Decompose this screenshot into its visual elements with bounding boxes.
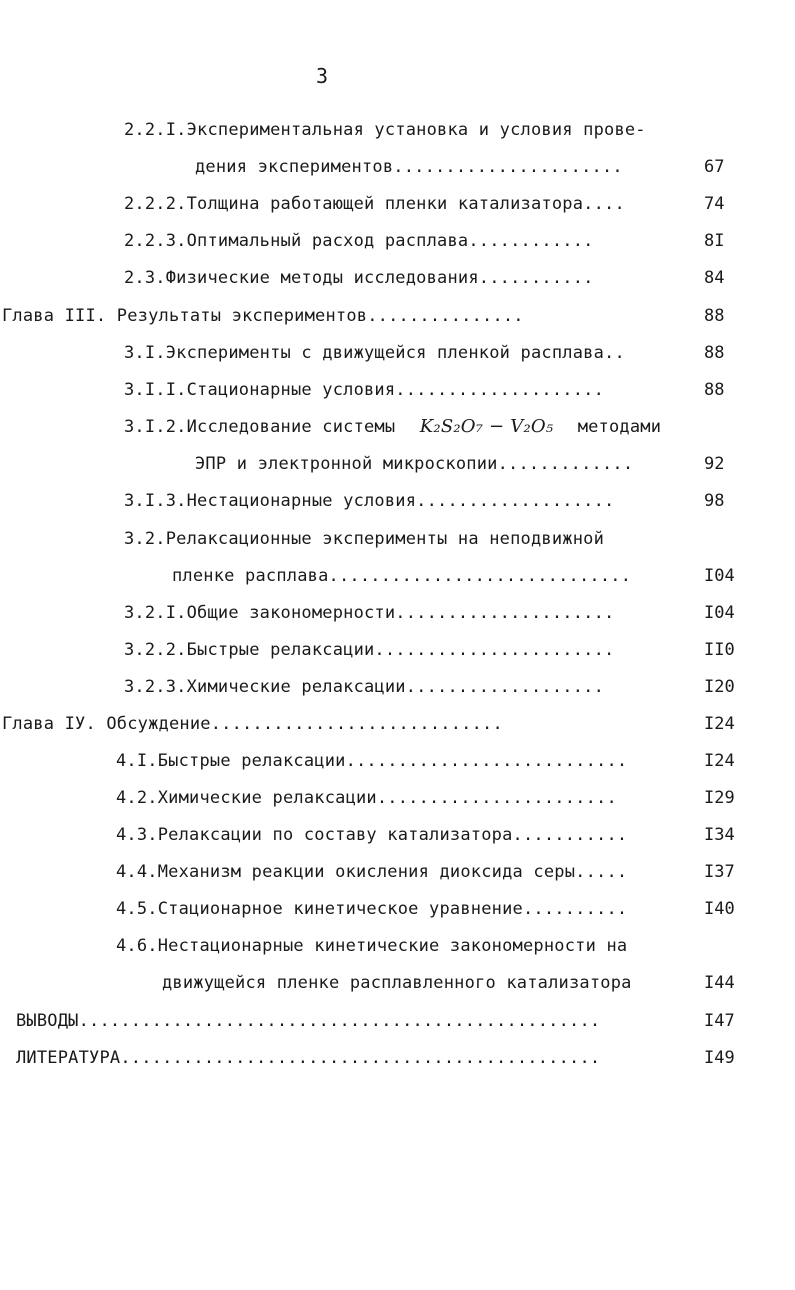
- toc-entry-3-1-2-line1: [124, 415, 672, 439]
- toc-entry-2-2-1-line2: дения экспериментов......................: [195, 157, 623, 177]
- toc-page-88-b: 88: [704, 343, 725, 363]
- toc-entry-4-6-line1: 4.6.Нестационарные кинетические закономерности на: [116, 936, 628, 956]
- toc-chapter-3: Глава III. Результаты экспериментов...............: [2, 306, 524, 326]
- toc-page-137: I37: [704, 862, 735, 882]
- toc-entry-2-2-1-line1: 2.2.I.Экспериментальная установка и условия прове-: [124, 120, 646, 140]
- toc-entry-3-1: 3.I.Эксперименты с движущейся пленкой расплава..: [124, 343, 625, 363]
- toc-page-81: 8I: [704, 231, 725, 251]
- toc-page-147: I47: [704, 1011, 735, 1031]
- toc-page-88-a: 88: [704, 306, 725, 326]
- toc-entry-2-2-2: 2.2.2.Толщина работающей пленки катализатора....: [124, 194, 625, 214]
- toc-page-74: 74: [704, 194, 725, 214]
- toc-entry-3-2-3: 3.2.3.Химические релаксации...................: [124, 677, 605, 697]
- toc-references: ЛИТЕРАТУРА..............................................: [16, 1048, 601, 1068]
- toc-entry-4-5: 4.5.Стационарное кинетическое уравнение..........: [116, 899, 628, 919]
- toc-conclusions: ВЫВОДЫ..................................................: [16, 1011, 601, 1031]
- toc-chapter-4: Глава IУ. Обсуждение............................: [2, 714, 503, 734]
- toc-page-120: I20: [704, 677, 735, 697]
- toc-page-104-a: I04: [704, 566, 735, 586]
- toc-page-124-b: I24: [704, 751, 735, 771]
- toc-page-124-a: I24: [704, 714, 735, 734]
- toc-entry-3-2-line1: 3.2.Релаксационные эксперименты на неподвижной: [124, 529, 605, 549]
- toc-entry-3-1-2-line2: ЭПР и электронной микроскопии.............: [195, 454, 634, 474]
- page-number: 3: [316, 64, 329, 88]
- toc-entry-4-6-line2: движущейся пленке расплавленного катализатора: [162, 973, 632, 993]
- toc-page-134: I34: [704, 825, 735, 845]
- toc-entry-4-1: 4.I.Быстрые релаксации...........................: [116, 751, 628, 771]
- toc-page-110: II0: [704, 640, 735, 660]
- toc-entry-3-1-1: 3.I.I.Стационарные условия....................: [124, 380, 605, 400]
- toc-entry-3-1-3: 3.I.3.Нестационарные условия...................: [124, 491, 615, 511]
- toc-page-149: I49: [704, 1048, 735, 1068]
- toc-entry-4-4: 4.4.Механизм реакции окисления диоксида серы.....: [116, 862, 628, 882]
- toc-entry-3-1-2-text-after: методами: [577, 417, 662, 437]
- toc-page-88-c: 88: [704, 380, 725, 400]
- toc-page-98: 98: [704, 491, 725, 511]
- toc-page-144: I44: [704, 973, 735, 993]
- toc-entry-3-2-line2: пленке расплава.............................: [172, 566, 632, 586]
- toc-entry-2-2-3: 2.2.3.Оптимальный расход расплава............: [124, 231, 594, 251]
- toc-page-129: I29: [704, 788, 735, 808]
- toc-entry-4-2: 4.2.Химические релаксации.......................: [116, 788, 617, 808]
- toc-entry-4-3: 4.3.Релаксации по составу катализатора...........: [116, 825, 628, 845]
- toc-page-104-b: I04: [704, 603, 735, 623]
- toc-entry-3-2-2: 3.2.2.Быстрые релаксации.......................: [124, 640, 615, 660]
- toc-entry-3-2-1: 3.2.I.Общие закономерности.....................: [124, 603, 615, 623]
- toc-page-140: I40: [704, 899, 735, 919]
- toc-page-67: 67: [704, 157, 725, 177]
- toc-entry-3-1-2-text: 3.I.2.Исследование системы: [124, 417, 396, 437]
- toc-page-84: 84: [704, 268, 725, 288]
- chemical-formula: K₂S₂O₇ − V₂O₅: [419, 416, 554, 437]
- toc-page-92: 92: [704, 454, 725, 474]
- toc-entry-2-3: 2.3.Физические методы исследования...........: [124, 268, 594, 288]
